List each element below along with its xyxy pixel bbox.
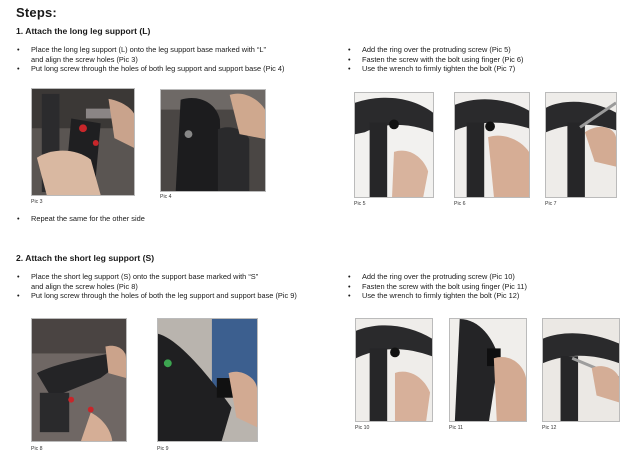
step1-bullet-1: • Place the long leg support (L) onto the leg support base marked with “L” bbox=[17, 45, 266, 54]
step2-right-bullet-1: • Add the ring over the protruding screw (Pic 10) bbox=[348, 272, 515, 281]
page-heading: Steps: bbox=[16, 5, 57, 20]
step2-right-bullet-2: • Fasten the screw with the bolt using finger (Pic 11) bbox=[348, 281, 527, 291]
step1-bullet-1-cont: and align the screw holes (Pic 3) bbox=[31, 54, 138, 64]
caption-pic12: Pic 12 bbox=[542, 425, 557, 431]
step2-bullet-2: • Put long screw through the holes of both the leg support and support base (Pic 9) bbox=[17, 291, 297, 301]
photo-pic10 bbox=[355, 318, 433, 422]
step2-left-bullets bbox=[17, 272, 297, 301]
bullet-dot: • bbox=[17, 45, 20, 54]
caption-pic5: Pic 5 bbox=[354, 201, 366, 207]
step2-title: 2. Attach the short leg support (S) bbox=[16, 253, 155, 263]
caption-pic7: Pic 7 bbox=[545, 201, 557, 207]
step2-bullet-1-cont: and align the screw holes (Pic 8) bbox=[31, 281, 138, 291]
photo-pic8 bbox=[31, 318, 127, 442]
step1-right-bullets bbox=[348, 45, 524, 74]
step1-right-bullet-1: • Add the ring over the protruding screw (Pic 5) bbox=[348, 45, 511, 54]
caption-pic10: Pic 10 bbox=[355, 425, 370, 431]
step1-right-bullet-3: • Use the wrench to firmly tighten the bolt (Pic 7) bbox=[348, 64, 516, 74]
step1-bullet-2: • Put long screw through the holes of both leg support and support base (Pic 4) bbox=[17, 64, 285, 74]
step1-repeat-note: • Repeat the same for the other side bbox=[17, 214, 145, 223]
photo-pic7 bbox=[545, 92, 617, 198]
step2-right-bullet-3: • Use the wrench to firmly tighten the bolt (Pic 12) bbox=[348, 291, 520, 301]
step1-left-bullets bbox=[17, 45, 285, 74]
caption-pic6: Pic 6 bbox=[454, 201, 466, 207]
photo-pic11 bbox=[449, 318, 527, 422]
step2-right-bullets bbox=[348, 272, 527, 301]
step1-title: 1. Attach the long leg support (L) bbox=[16, 26, 151, 36]
caption-pic9: Pic 9 bbox=[157, 446, 169, 452]
photo-pic9 bbox=[157, 318, 258, 442]
caption-pic4: Pic 4 bbox=[160, 194, 172, 200]
step1-right-bullet-2: • Fasten the screw with the bolt using finger (Pic 6) bbox=[348, 54, 524, 64]
photo-pic5 bbox=[354, 92, 434, 198]
photo-pic3 bbox=[31, 88, 135, 196]
photo-pic6 bbox=[454, 92, 530, 198]
photo-pic4 bbox=[160, 89, 266, 192]
step2-bullet-1: • Place the short leg support (S) onto the support base marked with “S” bbox=[17, 272, 259, 281]
caption-pic8: Pic 8 bbox=[31, 446, 43, 452]
bullet-dot: • bbox=[17, 64, 20, 74]
caption-pic3: Pic 3 bbox=[31, 199, 43, 205]
caption-pic11: Pic 11 bbox=[449, 425, 464, 431]
photo-pic12 bbox=[542, 318, 620, 422]
